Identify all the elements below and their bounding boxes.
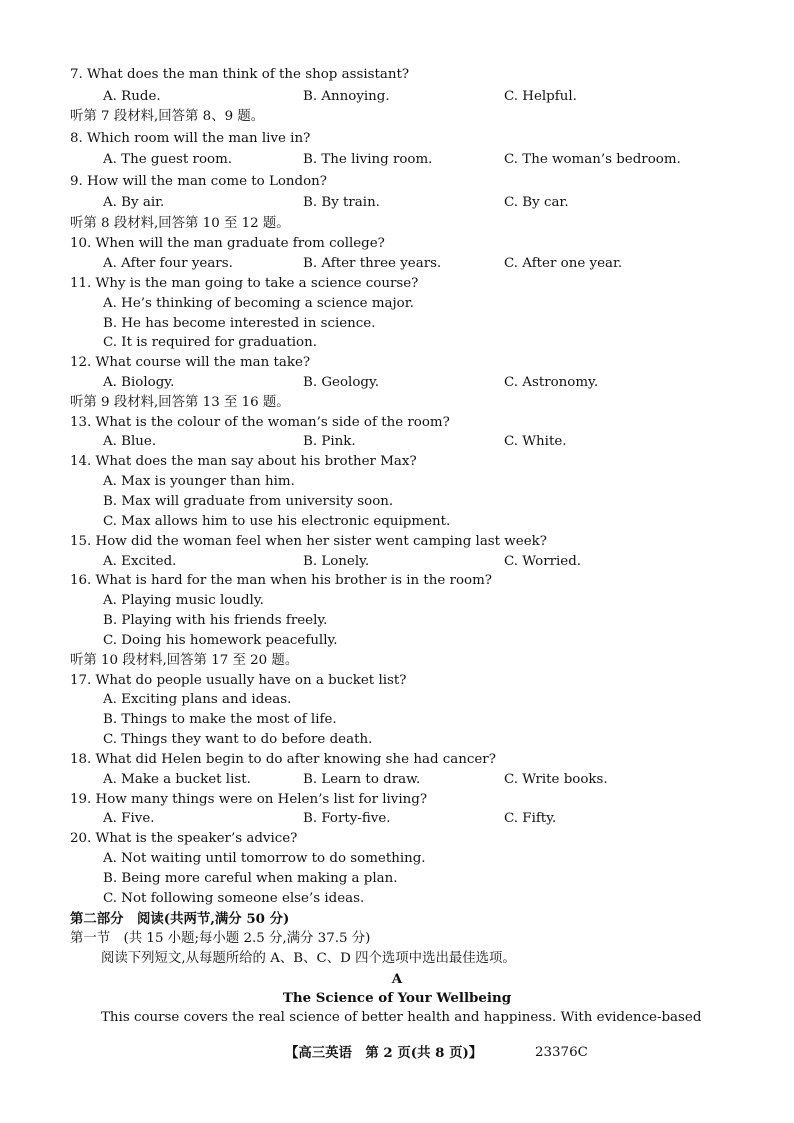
option-b: B. Max will graduate from university soon. bbox=[103, 494, 394, 509]
option-c: C. Worried. bbox=[504, 554, 582, 569]
option-a: A. After four years. bbox=[103, 256, 233, 271]
option-a: A. Make a bucket list. bbox=[103, 772, 251, 787]
option-b: B. Being more careful when making a plan. bbox=[103, 871, 398, 886]
option-b: B. After three years. bbox=[303, 256, 442, 271]
question-stem: 16. What is hard for the man when his brother is in the room? bbox=[70, 573, 492, 588]
footer-title: 【高三英语 第 2 页(共 8 页)】 bbox=[285, 1045, 483, 1061]
option-a: A. Exciting plans and ideas. bbox=[103, 692, 292, 707]
passage-letter: A bbox=[391, 971, 403, 987]
option-a: A. The guest room. bbox=[103, 152, 233, 167]
option-c: C. Doing his homework peacefully. bbox=[103, 633, 338, 648]
option-c: C. It is required for graduation. bbox=[103, 335, 317, 350]
option-b: B. Lonely. bbox=[303, 554, 370, 569]
question-stem: 12. What course will the man take? bbox=[70, 355, 311, 370]
question-stem: 17. What do people usually have on a bucket list? bbox=[70, 673, 407, 688]
option-a: A. Not waiting until tomorrow to do something. bbox=[103, 851, 426, 866]
option-b: B. Things to make the most of life. bbox=[103, 712, 337, 727]
question-stem: 11. Why is the man going to take a science course? bbox=[70, 276, 419, 291]
section-instruction: 听第 9 段材料,回答第 13 至 16 题。 bbox=[70, 395, 290, 410]
option-b: B. By train. bbox=[303, 195, 380, 210]
option-a: A. Playing music loudly. bbox=[103, 593, 264, 608]
option-a: A. Five. bbox=[103, 811, 155, 826]
option-a: A. Blue. bbox=[103, 434, 157, 449]
footer-code: 23376C bbox=[535, 1045, 588, 1060]
question-stem: 7. What does the man think of the shop assistant? bbox=[70, 67, 410, 82]
option-b: B. Forty-five. bbox=[303, 811, 391, 826]
option-c: C. Fifty. bbox=[504, 811, 557, 826]
part-heading: 第二部分 阅读(共两节,满分 50 分) bbox=[70, 911, 290, 927]
option-a: A. Max is younger than him. bbox=[103, 474, 295, 489]
reading-direction: 阅读下列短文,从每题所给的 A、B、C、D 四个选项中选出最佳选项。 bbox=[101, 951, 516, 966]
section-instruction: 听第 7 段材料,回答第 8、9 题。 bbox=[70, 109, 265, 124]
question-stem: 9. How will the man come to London? bbox=[70, 174, 327, 189]
passage-title: The Science of Your Wellbeing bbox=[282, 990, 512, 1006]
option-b: B. The living room. bbox=[303, 152, 433, 167]
option-c: C. Astronomy. bbox=[504, 375, 599, 390]
question-stem: 20. What is the speaker’s advice? bbox=[70, 831, 298, 846]
option-c: C. Max allows him to use his electronic equipment. bbox=[103, 514, 451, 529]
option-b: B. Pink. bbox=[303, 434, 356, 449]
option-c: C. After one year. bbox=[504, 256, 623, 271]
option-a: A. By air. bbox=[103, 195, 165, 210]
option-b: B. Geology. bbox=[303, 375, 379, 390]
question-stem: 18. What did Helen begin to do after knowing she had cancer? bbox=[70, 752, 496, 767]
option-a: A. Biology. bbox=[103, 375, 175, 390]
option-a: A. He’s thinking of becoming a science major. bbox=[103, 296, 414, 311]
option-c: C. White. bbox=[504, 434, 567, 449]
option-c: C. Helpful. bbox=[504, 89, 577, 104]
option-b: B. Annoying. bbox=[303, 89, 390, 104]
option-a: A. Rude. bbox=[103, 89, 161, 104]
question-stem: 13. What is the colour of the woman’s side of the room? bbox=[70, 415, 450, 430]
option-a: A. Excited. bbox=[103, 554, 177, 569]
option-b: B. He has become interested in science. bbox=[103, 316, 376, 331]
option-c: C. Write books. bbox=[504, 772, 608, 787]
option-b: B. Playing with his friends freely. bbox=[103, 613, 328, 628]
option-b: B. Learn to draw. bbox=[303, 772, 421, 787]
question-stem: 8. Which room will the man live in? bbox=[70, 131, 311, 146]
question-stem: 10. When will the man graduate from college? bbox=[70, 236, 385, 251]
section-heading: 第一节 (共 15 小题;每小题 2.5 分,满分 37.5 分) bbox=[70, 931, 371, 946]
option-c: C. The woman’s bedroom. bbox=[504, 152, 681, 167]
section-instruction: 听第 8 段材料,回答第 10 至 12 题。 bbox=[70, 216, 290, 231]
passage-text: This course covers the real science of better health and happiness. With evidence-based bbox=[101, 1010, 702, 1025]
question-stem: 19. How many things were on Helen’s list for living? bbox=[70, 792, 428, 807]
option-c: C. Not following someone else’s ideas. bbox=[103, 891, 365, 906]
section-instruction: 听第 10 段材料,回答第 17 至 20 题。 bbox=[70, 653, 299, 668]
option-c: C. Things they want to do before death. bbox=[103, 732, 373, 747]
question-stem: 14. What does the man say about his brother Max? bbox=[70, 454, 417, 469]
option-c: C. By car. bbox=[504, 195, 569, 210]
question-stem: 15. How did the woman feel when her sister went camping last week? bbox=[70, 534, 547, 549]
